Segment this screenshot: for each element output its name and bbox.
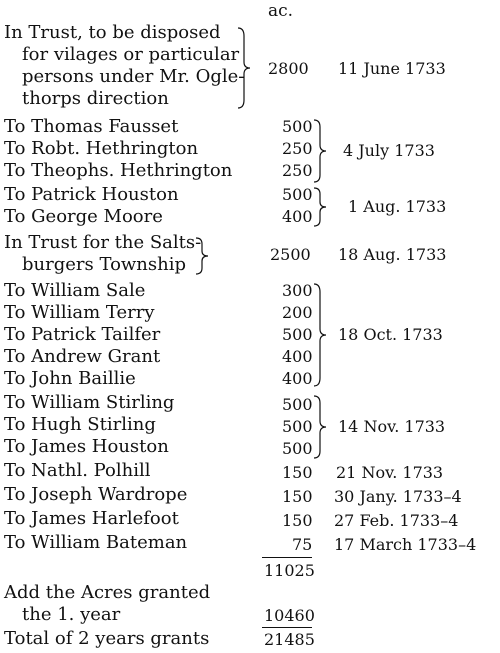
- name-line: To William Sale: [4, 280, 146, 301]
- name-line: To Joseph Wardrope: [4, 484, 188, 505]
- name-line: To Thomas Fausset: [4, 116, 179, 137]
- name-line: persons under Mr. Ogle-: [22, 66, 245, 87]
- first-year-value: 10460: [264, 606, 315, 625]
- acres-value: 2800: [268, 59, 309, 78]
- grant-date: 21 Nov. 1733: [336, 463, 444, 482]
- name-line: To Patrick Houston: [4, 184, 179, 205]
- name-line: To William Stirling: [4, 392, 175, 413]
- add-label: the 1. year: [22, 604, 121, 625]
- acres-value: 500: [282, 117, 313, 136]
- name-brace: [194, 238, 208, 274]
- acres-value: 150: [282, 463, 313, 482]
- name-line: To Andrew Grant: [4, 346, 161, 367]
- name-line: To William Bateman: [4, 532, 188, 553]
- total-value: 21485: [264, 630, 315, 649]
- name-line: In Trust, to be disposed: [4, 22, 221, 43]
- name-line: for vilages or particular: [22, 44, 240, 65]
- acres-value: 250: [282, 161, 313, 180]
- grant-date: 27 Feb. 1733–4: [334, 511, 459, 530]
- acres-brace: [312, 120, 326, 182]
- name-line: To Hugh Stirling: [4, 414, 156, 435]
- name-line: To John Baillie: [4, 368, 136, 389]
- acres-value: 500: [282, 417, 313, 436]
- name-line: To James Harlefoot: [4, 508, 179, 529]
- name-line: To James Houston: [4, 436, 169, 457]
- acres-value: 75: [292, 535, 313, 554]
- name-brace: [236, 28, 250, 108]
- acres-value: 400: [282, 369, 313, 388]
- grant-date: 18 Aug. 1733: [338, 245, 447, 264]
- acres-brace: [312, 396, 326, 458]
- acres-value: 500: [282, 395, 313, 414]
- acres-value: 400: [282, 207, 313, 226]
- name-line: To Patrick Tailfer: [4, 324, 161, 345]
- acres-value: 2500: [270, 245, 311, 264]
- grant-date: 18 Oct. 1733: [338, 325, 443, 344]
- acres-brace: [312, 284, 326, 386]
- name-line: thorps direction: [22, 88, 169, 109]
- total-label: Total of 2 years grants: [4, 628, 210, 649]
- total-rule: [262, 627, 312, 628]
- grant-date: 17 March 1733–4: [334, 535, 477, 554]
- name-line: To William Terry: [4, 302, 155, 323]
- name-line: To Nathl. Polhill: [4, 460, 151, 481]
- acres-value: 400: [282, 347, 313, 366]
- name-line: burgers Township: [22, 254, 187, 275]
- name-line: To George Moore: [4, 206, 163, 227]
- grant-date: 11 June 1733: [338, 59, 446, 78]
- grant-date: 4 July 1733: [343, 141, 435, 160]
- acres-value: 500: [282, 325, 313, 344]
- grant-date: 30 Jany. 1733–4: [334, 487, 462, 506]
- acres-value: 500: [282, 185, 313, 204]
- acres-value: 300: [282, 281, 313, 300]
- unit-header: ac.: [268, 1, 294, 21]
- subtotal-rule: [262, 557, 312, 558]
- acres-value: 150: [282, 511, 313, 530]
- name-line: To Robt. Hethrington: [4, 138, 199, 159]
- subtotal-value: 11025: [264, 561, 315, 580]
- acres-brace: [312, 188, 326, 226]
- grant-date: 14 Nov. 1733: [338, 417, 446, 436]
- acres-value: 200: [282, 303, 313, 322]
- name-line: In Trust for the Salts-: [4, 232, 202, 253]
- acres-value: 250: [282, 139, 313, 158]
- name-line: To Theophs. Hethrington: [4, 160, 233, 181]
- acres-value: 150: [282, 487, 313, 506]
- grant-date: 1 Aug. 1733: [348, 197, 447, 216]
- acres-value: 500: [282, 439, 313, 458]
- add-label: Add the Acres granted: [4, 582, 211, 603]
